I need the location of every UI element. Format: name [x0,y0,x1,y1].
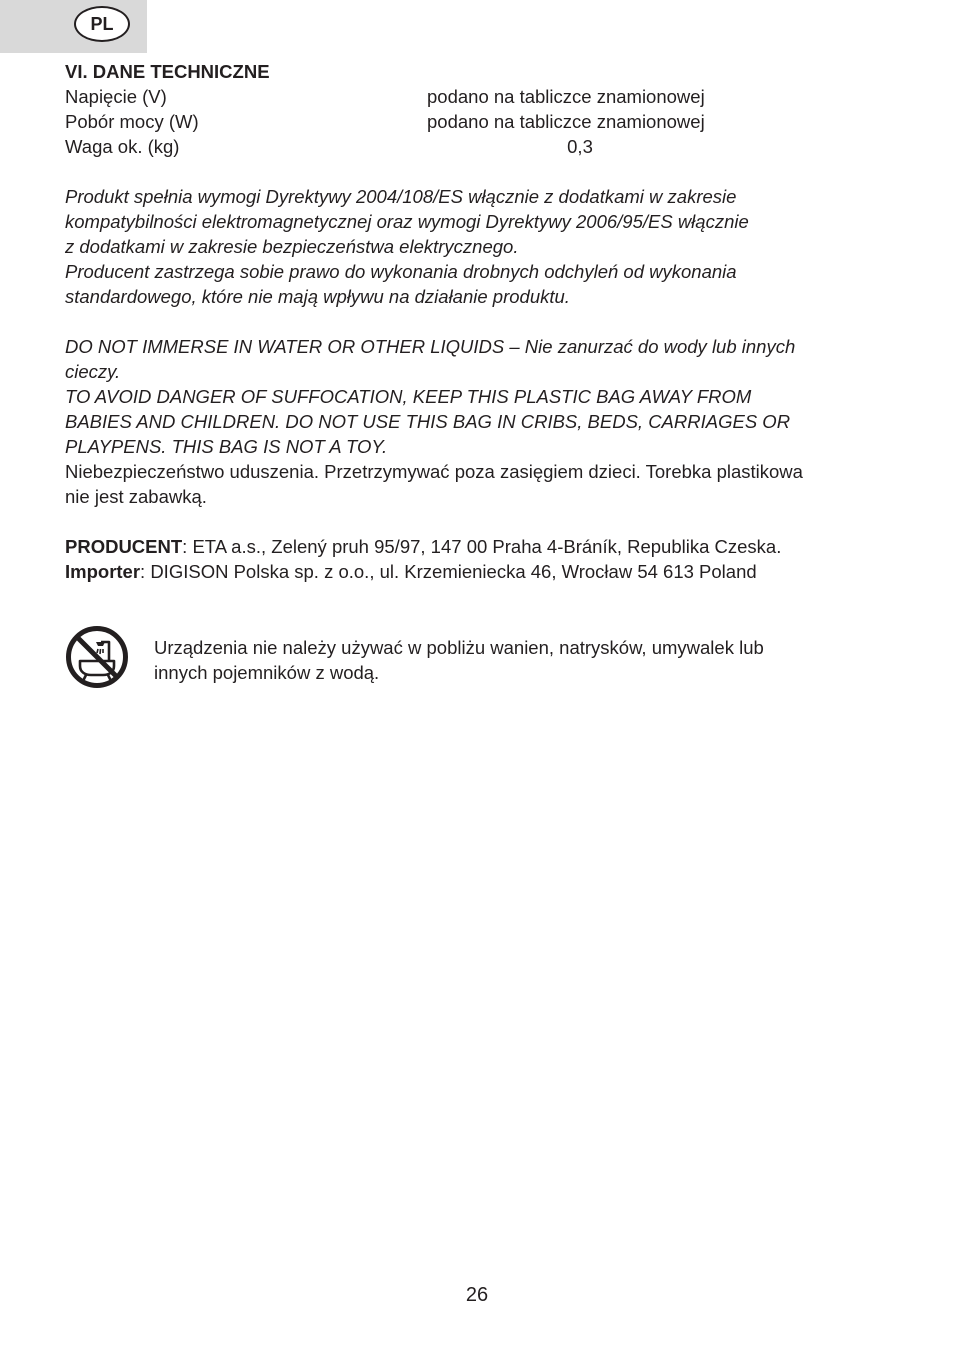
spec-row-voltage [65,84,895,109]
text-line: cieczy. [65,361,121,382]
page-number: 26 [465,1284,489,1306]
spec-label: Pobór mocy (W) [65,111,199,132]
importer-line [65,559,895,584]
text-line: z dodatkami w zakresie bezpieczeństwa elektrycznego. [65,236,519,257]
text-line: standardowego, które nie mają wpływu na działanie produktu. [65,286,570,307]
water-warning [65,625,895,689]
text-line: PLAYPENS. THIS BAG IS NOT A TOY. [65,436,388,457]
document-body [65,59,895,584]
importer-label: Importer [65,561,141,582]
text-line: DO NOT IMMERSE IN WATER OR OTHER LIQUIDS – Nie zanurzać do wody lub innych [65,336,796,357]
language-tab [0,0,147,53]
water-warning-text [154,635,854,685]
spec-value: 0,3 [567,136,593,157]
section-heading: VI. DANE TECHNICZNE [65,61,270,82]
spacer [65,159,895,184]
spec-row-weight [65,134,895,159]
text-line: Producent zastrzega sobie prawo do wykonania drobnych odchyleń od wykonania [65,261,737,282]
producer-address: : ETA a.s., Zelený pruh 95/97, 147 00 Praha 4-Bráník, Republika Czeska. [182,536,782,557]
safety-warnings [65,334,895,509]
spec-value: podano na tabliczce znamionowej [427,111,705,132]
text-line: innych pojemników z wodą. [154,662,380,683]
text-line: BABIES AND CHILDREN. DO NOT USE THIS BAG IN CRIBS, BEDS, CARRIAGES OR [65,411,791,432]
spec-row-power [65,109,895,134]
spec-label: Napięcie (V) [65,86,167,107]
producer-label: PRODUCENT [65,536,183,557]
language-badge: PL [74,6,130,42]
importer-address: : DIGISON Polska sp. z o.o., ul. Krzemieniecka 46, Wrocław 54 613 Poland [140,561,757,582]
text-line: Urządzenia nie należy używać w pobliżu wanien, natrysków, umywalek lub [154,637,764,658]
compliance-note [65,184,895,309]
producer-line [65,534,895,559]
spacer [65,509,895,534]
text-line: Niebezpieczeństwo uduszenia. Przetrzymywać poza zasięgiem dzieci. Torebka plastikowa [65,461,803,482]
text-line: TO AVOID DANGER OF SUFFOCATION, KEEP THIS PLASTIC BAG AWAY FROM [65,386,752,407]
spec-label: Waga ok. (kg) [65,136,180,157]
no-bathtub-icon [65,625,129,689]
spacer [65,309,895,334]
text-line: nie jest zabawką. [65,486,207,507]
text-line: Produkt spełnia wymogi Dyrektywy 2004/108/ES włącznie z dodatkami w zakresie [65,186,737,207]
text-line: kompatybilności elektromagnetycznej oraz wymogi Dyrektywy 2006/95/ES włącznie [65,211,749,232]
spec-value: podano na tabliczce znamionowej [427,86,705,107]
